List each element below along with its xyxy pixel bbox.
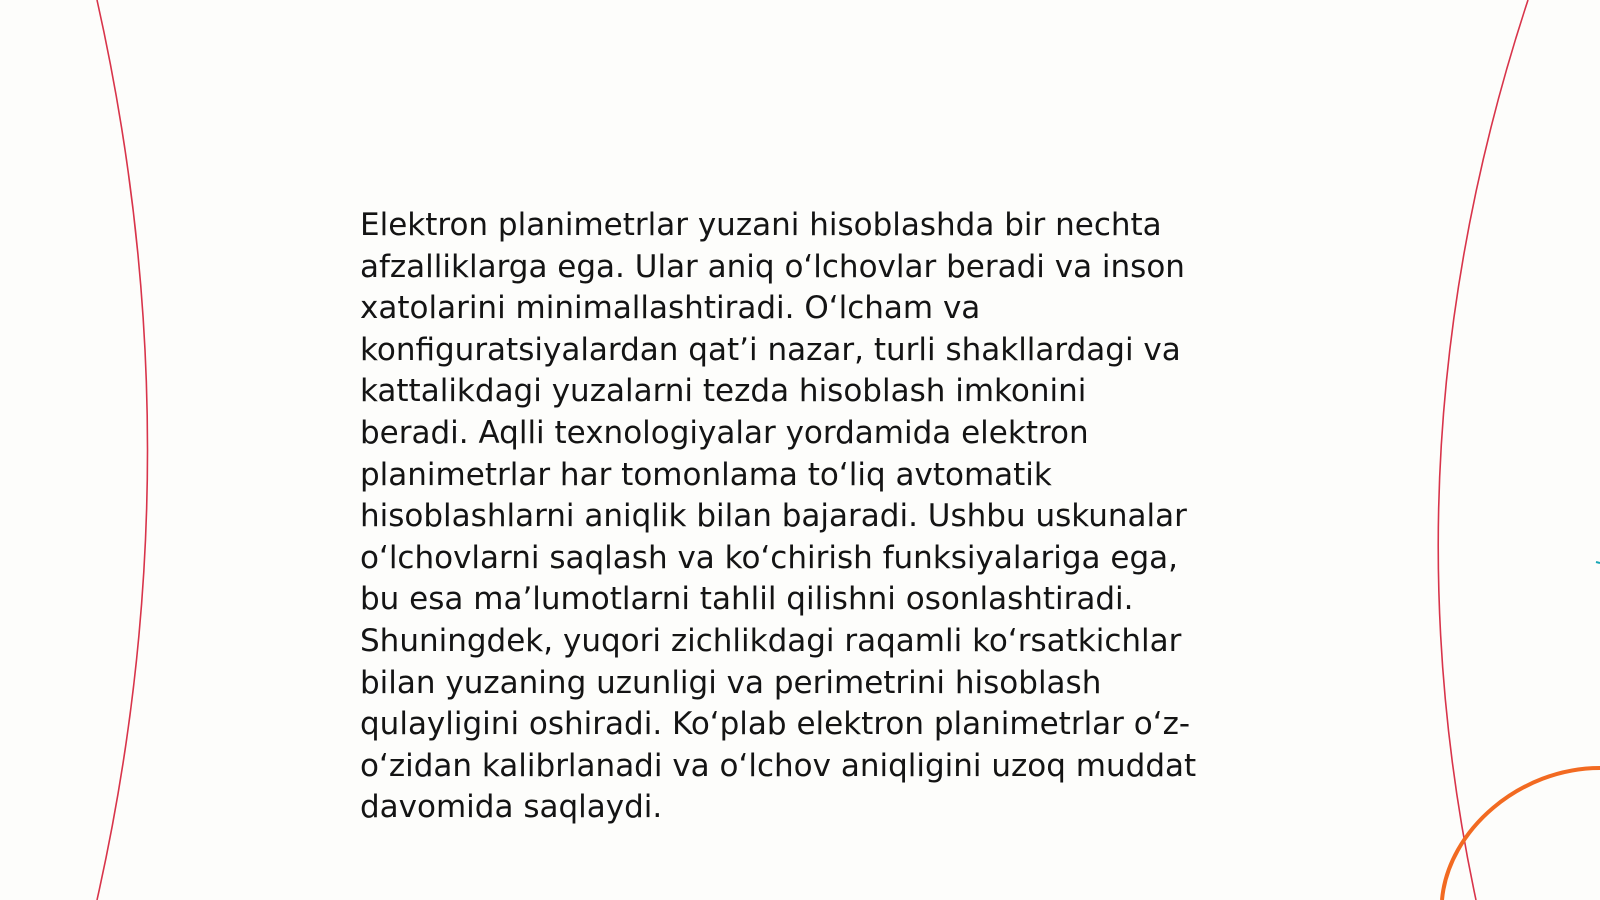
right-curve-line xyxy=(1438,0,1528,900)
text-line: qulayligini oshiradi. Ko‘plab elektron planimetrlar o‘z- xyxy=(360,706,1191,743)
text-line: bu esa ma’lumotlarni tahlil qilishni osonlashtiradi. xyxy=(360,581,1134,618)
text-line: Shuningdek, yuqori zichlikdagi raqamli ko‘rsatkichlar xyxy=(360,622,1182,659)
left-curve-line xyxy=(97,0,148,900)
body-paragraph xyxy=(360,205,1240,829)
text-line: davomida saqlaydi. xyxy=(360,789,663,826)
text-line: o‘zidan kalibrlanadi va o‘lchov aniqligini uzoq muddat xyxy=(360,747,1197,784)
teal-mark xyxy=(1596,562,1600,563)
orange-arc xyxy=(1442,768,1600,900)
text-line: planimetrlar har tomonlama to‘liq avtomatik xyxy=(360,456,1052,493)
text-line: bilan yuzaning uzunligi va perimetrini hisoblash xyxy=(360,664,1102,701)
text-line: afzalliklarga ega. Ular aniq o‘lchovlar beradi va inson xyxy=(360,248,1185,285)
text-line: kattalikdagi yuzalarni tezda hisoblash imkonini xyxy=(360,373,1087,410)
text-line: konfiguratsiyalardan qat’i nazar, turli shakllardagi va xyxy=(360,331,1181,368)
text-line: hisoblashlarni aniqlik bilan bajaradi. Ushbu uskunalar xyxy=(360,498,1187,535)
text-line: xatolarini minimallashtiradi. O‘lcham va xyxy=(360,290,981,327)
text-line: beradi. Aqlli texnologiyalar yordamida elektron xyxy=(360,414,1089,451)
text-line: o‘lchovlarni saqlash va ko‘chirish funksiyalariga ega, xyxy=(360,539,1178,576)
text-line: Elektron planimetrlar yuzani hisoblashda bir nechta xyxy=(360,207,1162,243)
